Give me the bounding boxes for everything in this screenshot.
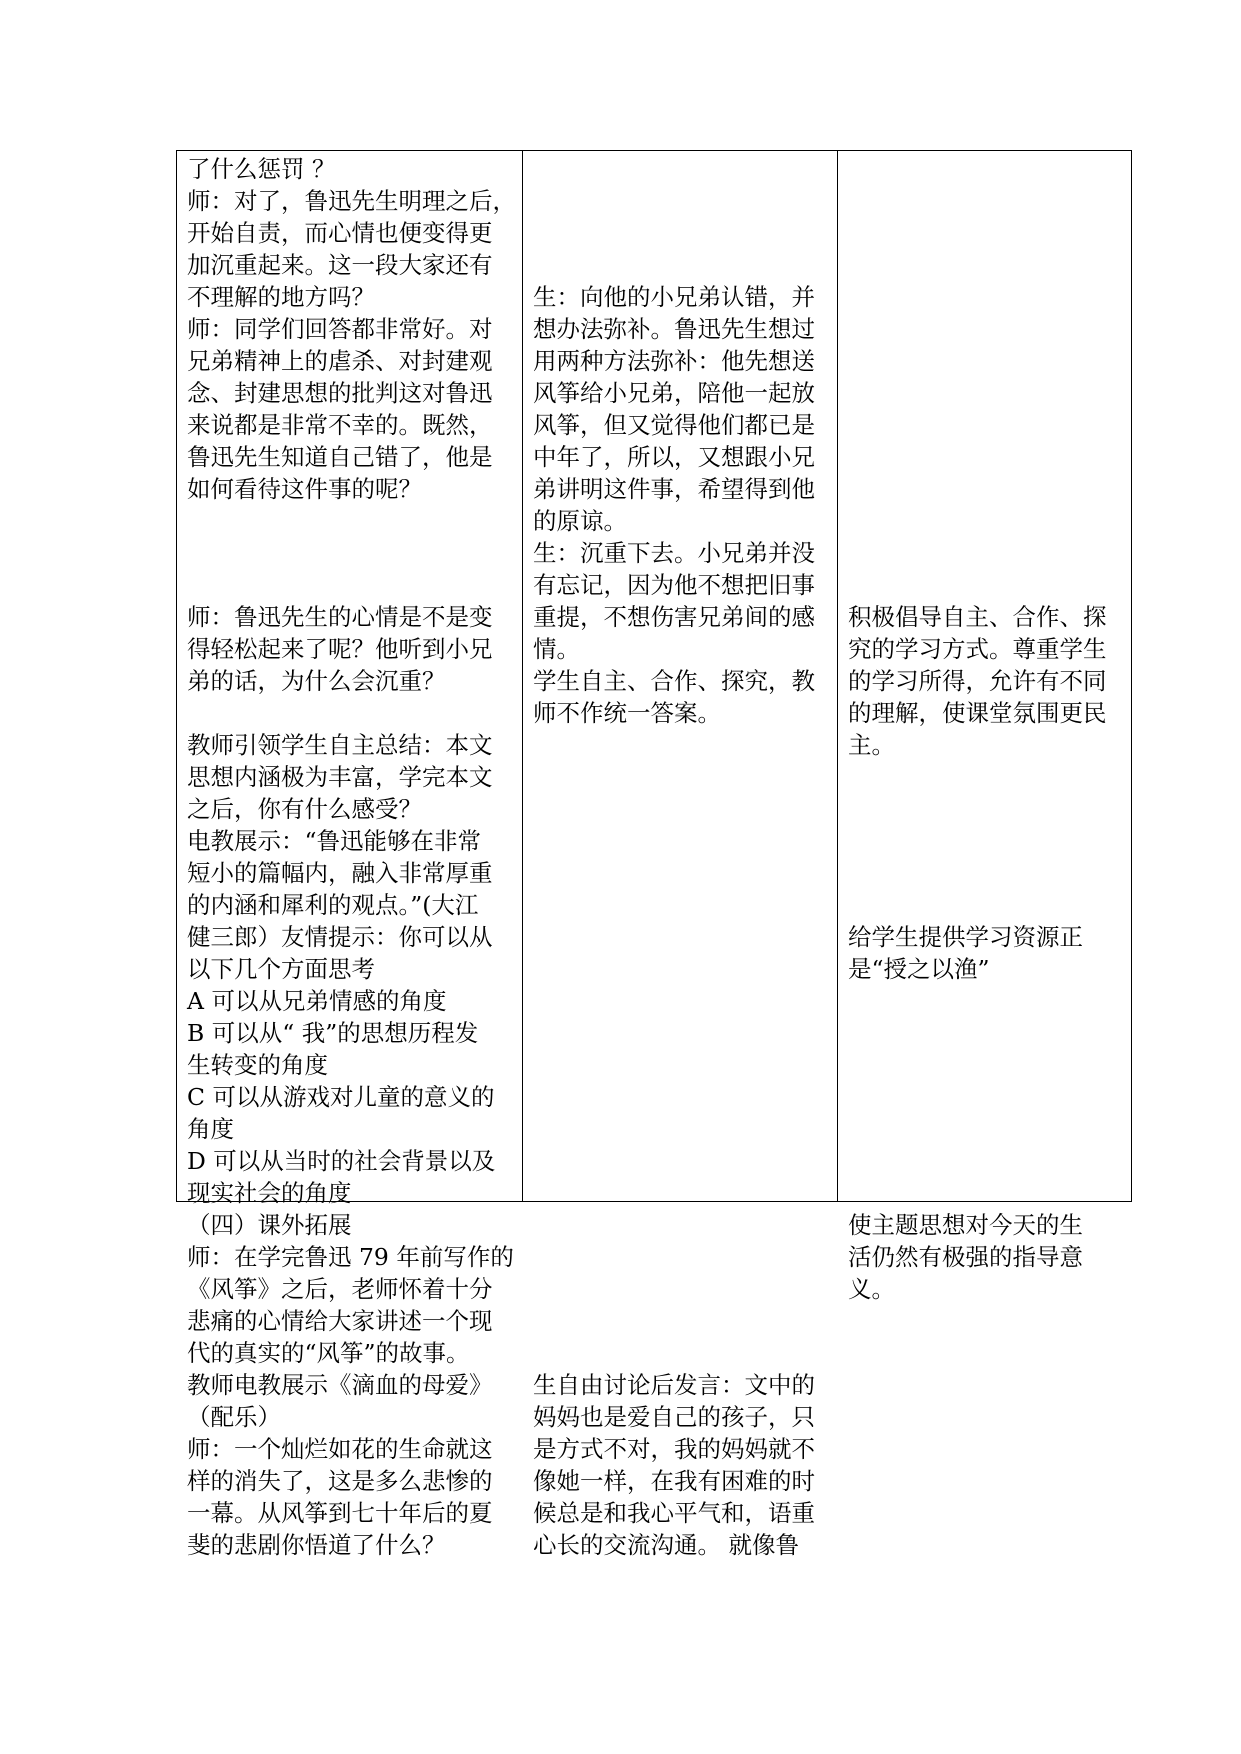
text-line: 用两种方法弥补：他先想送 bbox=[533, 347, 815, 375]
text-line: 教师电教展示《滴血的母爱》 bbox=[187, 1371, 493, 1399]
text-line: 念、封建思想的批判这对鲁迅 bbox=[187, 379, 493, 407]
text-line: 短小的篇幅内，融入非常厚重 bbox=[187, 859, 493, 887]
text-line: 想办法弥补。鲁迅先生想过 bbox=[533, 315, 815, 343]
text-line: 鲁迅先生知道自己错了，他是 bbox=[187, 443, 493, 471]
student-activity-cell bbox=[523, 151, 838, 1559]
text-line: 是“授之以渔” bbox=[848, 955, 990, 983]
text-line: 样的消失了，这是多么悲惨的 bbox=[187, 1467, 493, 1495]
text-line: 斐的悲剧你悟道了什么？ bbox=[187, 1531, 446, 1559]
text-line: 以下几个方面思考 bbox=[187, 955, 375, 983]
text-line: C 可以从游戏对儿童的意义的 bbox=[187, 1083, 495, 1111]
text-line: 中年了，所以，又想跟小兄 bbox=[533, 443, 815, 471]
text-line: 得轻松起来了呢？他听到小兄 bbox=[187, 635, 493, 663]
text-line: D 可以从当时的社会背景以及 bbox=[187, 1147, 496, 1175]
text-line: 学生自主、合作、探究，教 bbox=[533, 667, 815, 695]
text-line: 师：在学完鲁迅 79 年前写作的 bbox=[187, 1243, 514, 1271]
text-line: 一幕。从风筝到七十年后的夏 bbox=[187, 1499, 493, 1527]
text-line: 给学生提供学习资源正 bbox=[848, 923, 1083, 951]
text-line: 活仍然有极强的指导意 bbox=[848, 1243, 1083, 1271]
text-line: 生：沉重下去。小兄弟并没 bbox=[533, 539, 815, 567]
text-line: 有忘记，因为他不想把旧事 bbox=[533, 571, 815, 599]
text-line: 像她一样，在我有困难的时 bbox=[533, 1467, 815, 1495]
text-line: 妈妈也是爱自己的孩子，只 bbox=[533, 1403, 815, 1431]
text-line: 的理解，使课堂氛围更民 bbox=[848, 699, 1107, 727]
text-line: 电教展示：“鲁迅能够在非常 bbox=[187, 827, 482, 855]
text-line: 的内涵和犀利的观点。”(大江 bbox=[187, 891, 479, 919]
text-line: 开始自责，而心情也便变得更 bbox=[187, 219, 493, 247]
text-line: 思想内涵极为丰富，学完本文 bbox=[187, 763, 493, 791]
text-line: 候总是和我心平气和，语重 bbox=[533, 1499, 815, 1527]
text-line: 健三郎）友情提示：你可以从 bbox=[187, 923, 493, 951]
text-line: 师：同学们回答都非常好。对 bbox=[187, 315, 493, 343]
text-line: 教师引领学生自主总结：本文 bbox=[187, 731, 493, 759]
text-line: 风筝给小兄弟，陪他一起放 bbox=[533, 379, 815, 407]
text-line: 师：鲁迅先生的心情是不是变 bbox=[187, 603, 493, 631]
text-line: 不理解的地方吗？ bbox=[187, 283, 375, 311]
text-line: 风筝，但又觉得他们都已是 bbox=[533, 411, 815, 439]
text-line: （配乐） bbox=[187, 1403, 281, 1431]
text-line: 兄弟精神上的虐杀、对封建观 bbox=[187, 347, 493, 375]
text-line: A 可以从兄弟情感的角度 bbox=[187, 987, 447, 1015]
text-line: 义。 bbox=[848, 1275, 895, 1303]
text-line: 生转变的角度 bbox=[187, 1051, 328, 1079]
text-line: 师：对了，鲁迅先生明理之后， bbox=[187, 187, 516, 215]
text-line: 弟的话，为什么会沉重？ bbox=[187, 667, 446, 695]
text-line: 代的真实的“风筝”的故事。 bbox=[187, 1339, 470, 1367]
text-line: 心长的交流沟通。 就像鲁 bbox=[533, 1531, 799, 1559]
text-line: （四）课外拓展 bbox=[187, 1211, 352, 1239]
text-line: 主。 bbox=[848, 731, 895, 759]
table-row bbox=[177, 151, 1132, 1202]
teacher-activity-cell bbox=[177, 151, 523, 1559]
text-line: 加沉重起来。这一段大家还有 bbox=[187, 251, 493, 279]
text-line: 的学习所得，允许有不同 bbox=[848, 667, 1107, 695]
text-line: 的原谅。 bbox=[533, 507, 627, 535]
text-line: 究的学习方式。尊重学生 bbox=[848, 635, 1107, 663]
text-line: 了什么惩罚 ？ bbox=[187, 155, 336, 183]
lesson-plan-table bbox=[176, 150, 1132, 1559]
text-line: 《风筝》之后，老师怀着十分 bbox=[187, 1275, 493, 1303]
text-line: 生自由讨论后发言：文中的 bbox=[533, 1371, 815, 1399]
text-line: 使主题思想对今天的生 bbox=[848, 1211, 1083, 1239]
text-line: 现实社会的角度 bbox=[187, 1179, 352, 1207]
text-line: 之后，你有什么感受？ bbox=[187, 795, 422, 823]
text-line: B 可以从“ 我”的思想历程发 bbox=[187, 1019, 479, 1047]
text-line: 积极倡导自主、合作、探 bbox=[848, 603, 1107, 631]
text-line: 悲痛的心情给大家讲述一个现 bbox=[187, 1307, 493, 1335]
text-line: 生：向他的小兄弟认错，并 bbox=[533, 283, 815, 311]
text-line: 是方式不对，我的妈妈就不 bbox=[533, 1435, 815, 1463]
text-line: 角度 bbox=[187, 1115, 234, 1143]
text-line: 如何看待这件事的呢？ bbox=[187, 475, 422, 503]
text-line: 情。 bbox=[533, 635, 580, 663]
text-line: 来说都是非常不幸的。既然， bbox=[187, 411, 493, 439]
text-line: 师不作统一答案。 bbox=[533, 699, 721, 727]
text-line: 师：一个灿烂如花的生命就这 bbox=[187, 1435, 493, 1463]
text-line: 重提，不想伤害兄弟间的感 bbox=[533, 603, 815, 631]
design-intent-cell bbox=[838, 151, 1132, 1303]
text-line: 弟讲明这件事，希望得到他 bbox=[533, 475, 815, 503]
